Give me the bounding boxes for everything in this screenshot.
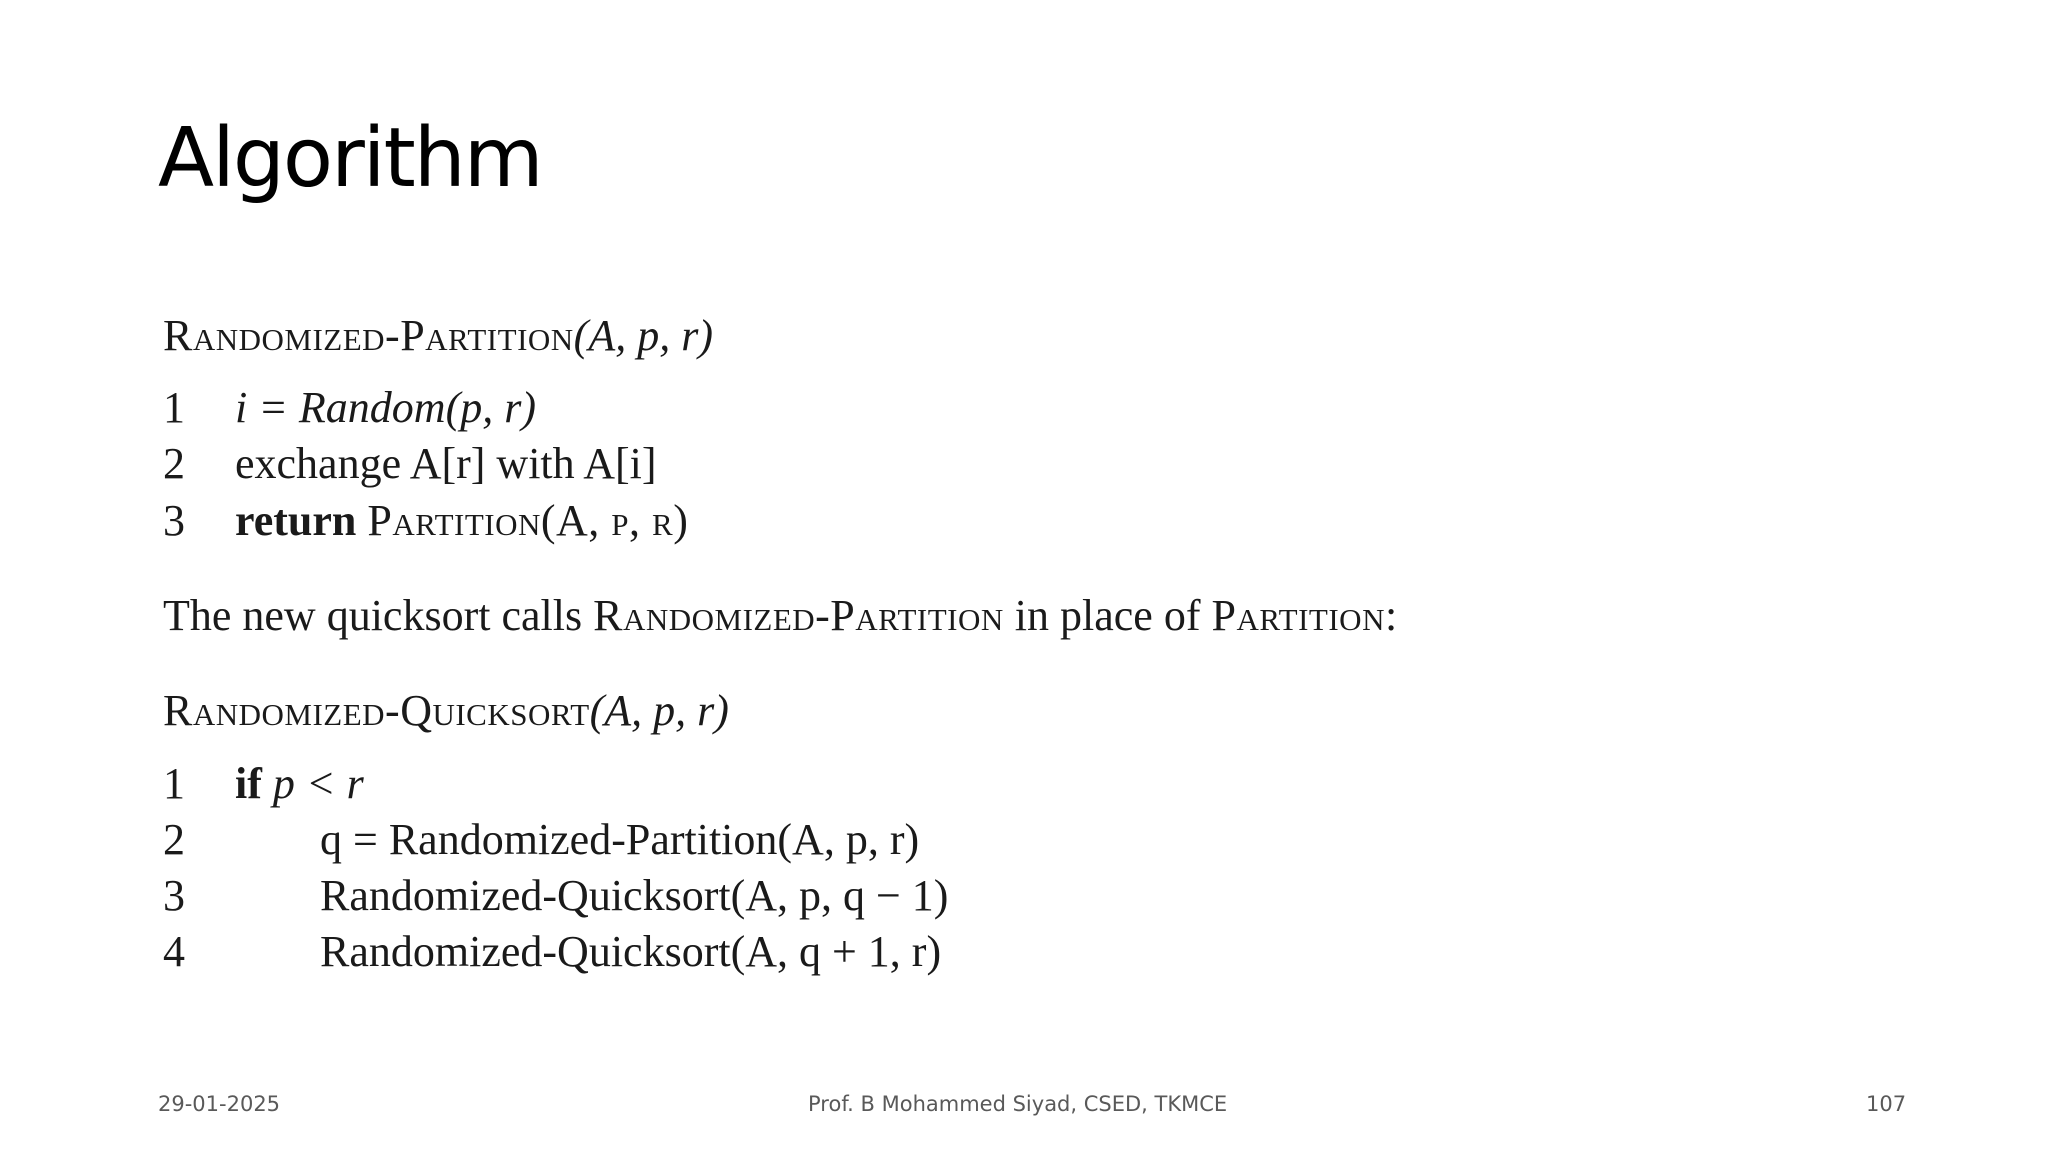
partition-proc-heading <box>163 311 713 360</box>
line-text: q = Randomized-Partition(A, p, r) <box>320 815 920 864</box>
quicksort-proc-name: Randomized-Quicksort <box>163 686 590 735</box>
line-number: 2 <box>163 815 185 864</box>
line-text: Randomized-Quicksort(A, p, q − 1) <box>320 871 949 920</box>
line-text: exchange A[r] with A[i] <box>235 439 657 488</box>
line-number: 3 <box>163 496 185 545</box>
footer-page-number: 107 <box>1866 1092 1907 1116</box>
footer-author: Prof. B Mohammed Siyad, CSED, TKMCE <box>808 1092 1228 1116</box>
line-text: i = Random(p, r) <box>235 383 536 432</box>
line-text: Randomized-Quicksort(A, q + 1, r) <box>320 927 942 976</box>
line-body <box>235 496 689 545</box>
line-number: 3 <box>163 871 185 920</box>
line-number: 1 <box>163 759 185 808</box>
slide-title: Algorithm <box>158 111 542 206</box>
line-number: 2 <box>163 439 185 488</box>
description-suffix: : <box>1384 591 1398 640</box>
line-number: 1 <box>163 383 185 432</box>
keyword-if: if <box>235 759 262 808</box>
quicksort-proc-params: (A, p, r) <box>589 686 729 735</box>
keyword-return: return <box>235 496 357 545</box>
description-proc2: Partition <box>1211 591 1385 640</box>
line-text: Partition(A, p, r) <box>367 496 689 545</box>
partition-proc-name: Randomized-Partition <box>163 311 574 360</box>
description-text <box>163 591 1398 640</box>
description-proc1: Randomized-Partition <box>593 591 1004 640</box>
line-number: 4 <box>163 927 185 976</box>
quicksort-proc-heading <box>163 686 729 735</box>
line-text: p < r <box>272 759 364 808</box>
footer-date: 29-01-2025 <box>158 1092 281 1116</box>
line-body <box>235 759 364 808</box>
description-prefix: The new quicksort calls <box>163 591 594 640</box>
partition-proc-params: (A, p, r) <box>573 311 713 360</box>
description-middle: in place of <box>1003 591 1212 640</box>
